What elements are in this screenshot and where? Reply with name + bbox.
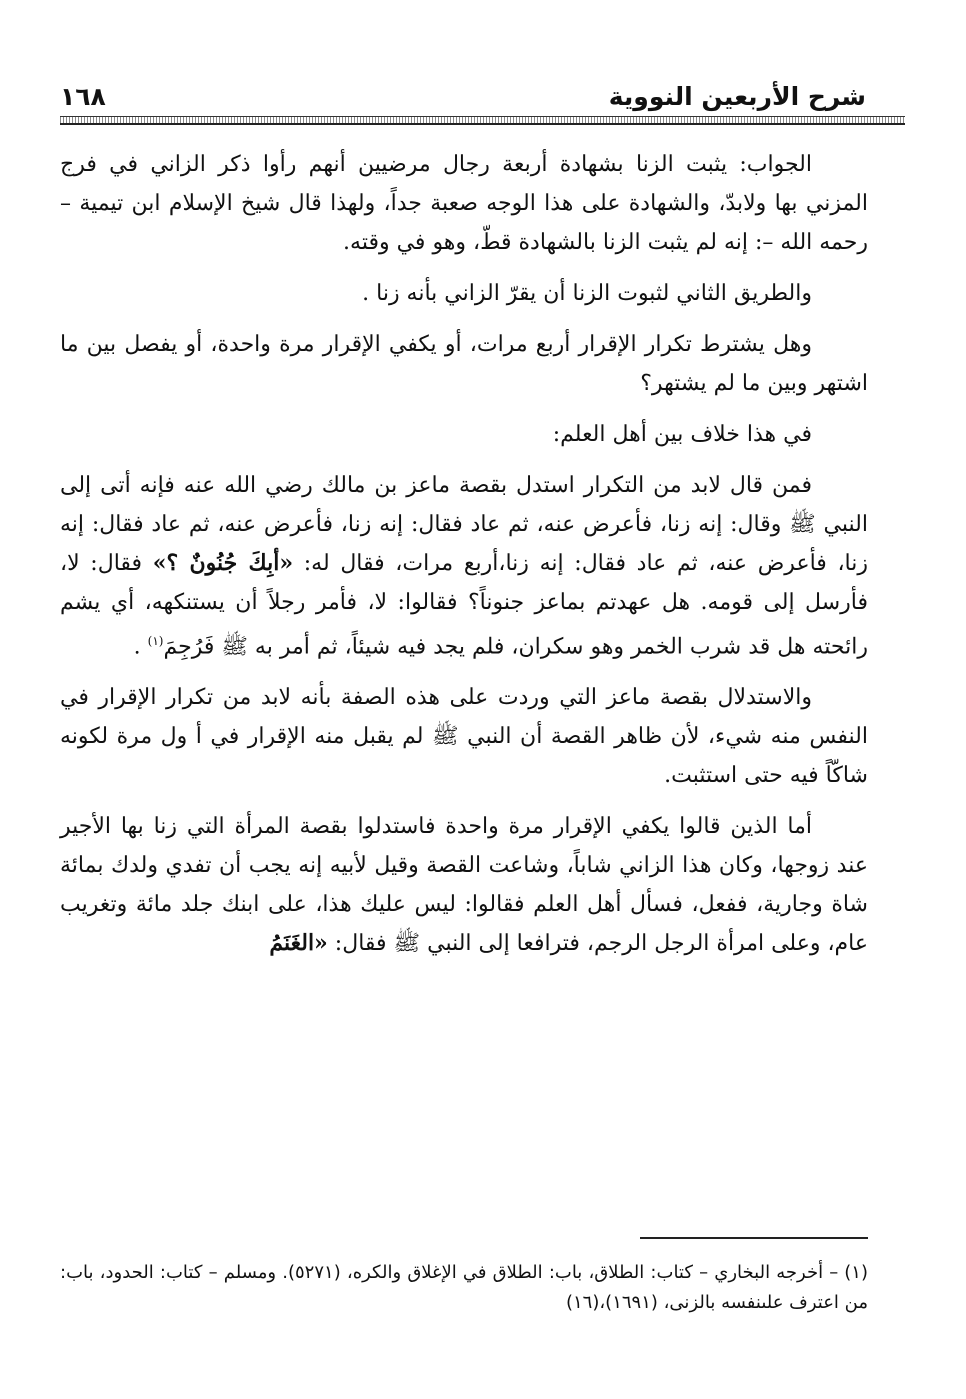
main-text [60,145,868,975]
paragraph-answer: الجواب: يثبت الزنا بشهادة أربعة رجال مرضيين أنهم رأوا ذكر الزاني في فرج المزني بها ولابدّ، والشهادة على هذا الوجه صعبة جداً، ولهذا قال شيخ الإسلام ابن تيمية – رحمه الله –: إنه لم يثبت الزنا بالشهادة قطّ، وهو في وقته. [60,152,868,255]
footnote-reference[interactable]: (١) [147,634,164,648]
paragraph-text-part: أما الذين قالوا يكفي الإقرار مرة واحدة فاستدلوا بقصة المرأة التي زنا بها الأجير عند زوجها، وكان هذا الزاني شاباً، وشاعت القصة وقيل لأبيه إنه يجب أن تفدي ولدك بمائة شاة وجارية، ففعل، فسأل أهل العلم فقالوا: ليس عليك هذا، على ابنك جلد مائة وتغريب عام، وعلى امرأة الرجل الرجم، فترافعا إلى النبي ﷺ فقال: [60,814,868,957]
paragraph-inference: والاستدلال بقصة ماعز التي وردت على هذه الصفة بأنه لابد من تكرار الإقرار في النفس منه شيء، لأن ظاهر القصة أن النبي ﷺ لم يقبل منه الإقرار في أ ول مرة لكونه شاكّاً فيه حتى استثبت. [60,685,868,789]
paragraph-maiz-story [60,466,868,666]
footnote-separator [640,1237,868,1239]
footnotes [60,1258,868,1318]
footnote-item [60,1258,868,1318]
paragraph-text-part: فقال: لا، فأرسل إلى قومه. هل عهدتم بماعز جنوناً؟ فقالوا: لا، فأمر رجلاً أن يستنكهه، أي يشم رائحته هل قد شرب الخمر وهو سكران، فلم يجد فيه شيئاً، ثم أمر به ﷺ فَرُجِمَ [60,551,868,660]
hadith-quote: «أبِكَ جُنُونٌ ؟» [152,550,294,576]
paragraph-single-confession [60,807,868,963]
header-rule [60,116,905,125]
page-header [60,80,866,120]
paragraph-disagreement: في هذا خلاف بين أهل العلم: [552,422,812,447]
footnote-number: (١) [844,1262,868,1283]
paragraph-second-way: والطريق الثاني لثبوت الزنا أن يقرّ الزاني بأنه زنا . [362,281,812,306]
running-title: شرح الأربعين النووية [608,82,866,111]
paragraph-text-part: فمن قال لابد من التكرار استدل بقصة ماعز بن مالك رضي الله عنه فإنه أتى إلى النبي ﷺ وقال: إنه زنا، فأعرض عنه، ثم عاد فقال: إنه زنا، فأعرض عنه، ثم عاد فقال: إنه زنا، فأعرض عنه، ثم عاد فقال: إنه زنا،أربع مرات، فقال له: [60,473,868,576]
hadith-quote: «الغَنَمُ [269,930,328,957]
footnote-text: – أخرجه البخاري – كتاب: الطلاق، باب: الطلاق في الإغلاق والكره، (٥٢٧١). ومسلم – كتاب: الحدود، باب: من اعترف علىنفسه بالزنى، (١٦٩١)،(١٦) [60,1262,868,1313]
page-number: ١٦٨ [60,82,106,111]
paragraph-text-end: . [133,634,148,660]
paragraph-question: وهل يشترط تكرار الإقرار أربع مرات، أو يكفي الإقرار مرة واحدة، أو يفصل بين ما اشتهر وبين ما لم يشتهر؟ [60,332,868,396]
